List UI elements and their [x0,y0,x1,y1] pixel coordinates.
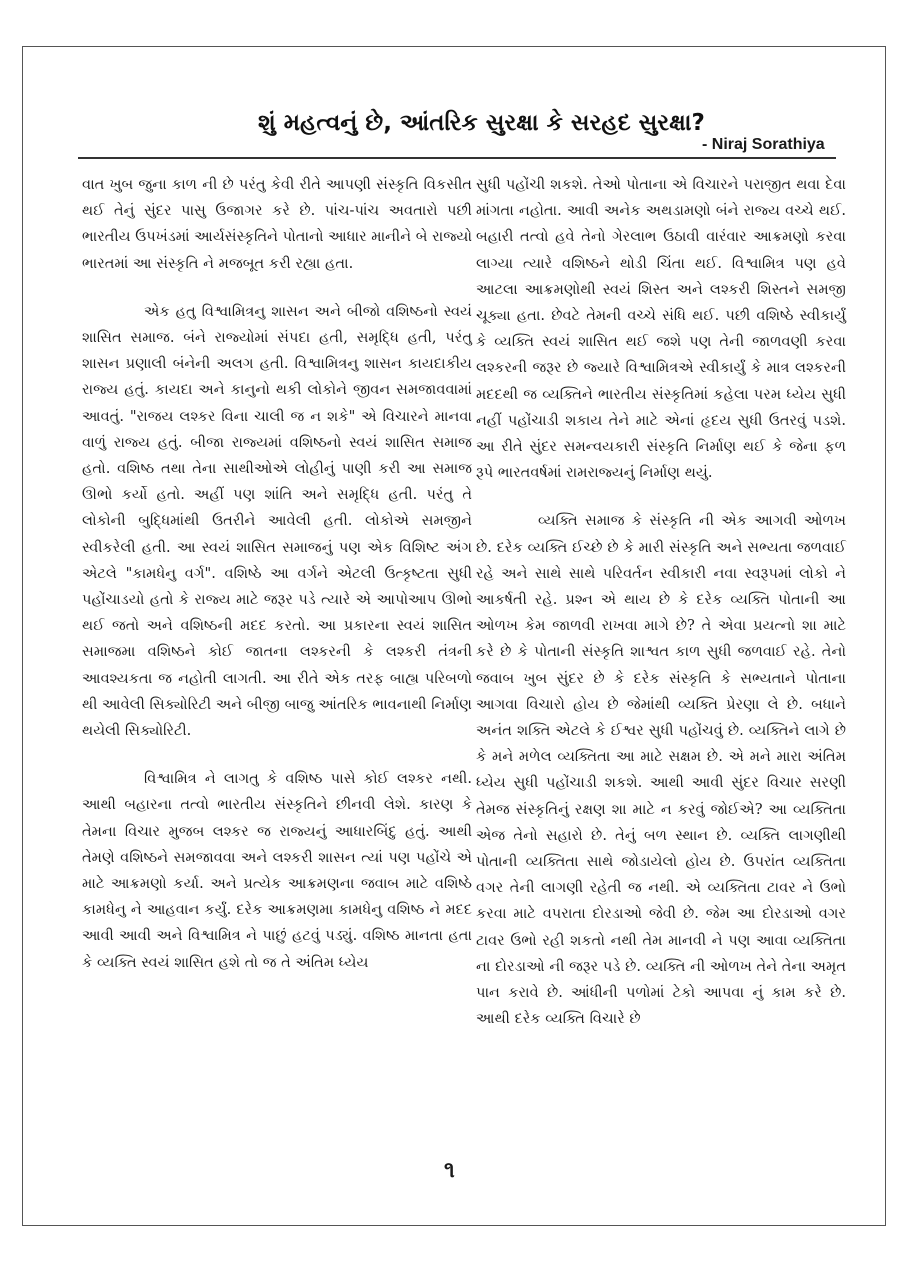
right-paragraph-1: સુધી પહોંચી શકશે. તેઓ પોતાના એ વિચારને પરાજીત થવા દેવા માંગતા નહોતા. આવી અનેક અથડામણો બંને રાજ્ય વચ્ચે થઈ. બહારી તત્વો હવે તેનો ગેરલાભ ઉઠાવી વારંવાર આક્રમણો કરવા લાગ્યા ત્યારે વશિષ્ઠને થોડી ચિંતા થઈ. વિશ્વામિત્ર પણ હવે આટલા આક્રમણોથી સ્વયં શિસ્ત અને લશ્કરી શિસ્તને સમજી ચૂક્યા હતા. છેવટે તેમની વચ્ચે સંધિ થઈ. પછી વશિષ્ઠે સ્વીકાર્યું કે વ્યક્તિ સ્વયં શાસિત થઈ જશે પણ તેની જાળવણી કરવા લશ્કરની જરૂર છે જ્યારે વિશ્વામિત્રએ સ્વીકાર્યું કે માત્ર લશ્કરની મદદથી જ વ્યક્તિને ભારતીય સંસ્કૃતિમાં કહેલા પરમ ધ્યેય સુધી નહીં પહોંચાડી શકાય તેને માટે એનાં હૃદય સુધી ઉતરવું પડશે. આ રીતે સુંદર સમન્વયકારી સંસ્કૃતિ નિર્માણ થઈ કે જેના ફળ રૂપે ભારતવર્ષમાં રામરાજ્યનું નિર્માણ થયું. [476,176,846,482]
left-column [82,172,472,998]
left-paragraph-1: વાત ખુબ જુના કાળ ની છે પરંતુ કેવી રીતે આપણી સંસ્કૃતિ વિકસીત થઈ તેનું સુંદર પાસુ ઉજાગર કરે છે. પાંચ-પાંચ અવતારો પછી ભારતીય ઉપખંડમાં આર્યસંસ્કૃતિને પોતાનો આધાર માનીને બે રાજ્યો ભારતમાં આ સંસ્કૃતિ ને મજબૂત કરી રહ્યા હતા. [82,176,472,272]
article-author: - Niraj Sorathiya [702,136,825,153]
right-column [476,172,846,1055]
left-paragraph-3: વિશ્વામિત્ર ને લાગતુ કે વશિષ્ઠ પાસે કોઈ લશ્કર નથી. આથી બહારના તત્વો ભારતીય સંસ્કૃતિને છીનવી લેશે. કારણ કે તેમના વિચાર મુજબ લશ્કર જ રાજ્યનું આધારબિંદુ હતું. આથી તેમણે વશિષ્ઠને સમજાવવા અને લશ્કરી શાસન ત્યાં પણ પહોંચે એ માટે આક્રમણો કર્યા. અને પ્રત્યેક આક્રમણના જવાબ માટે વશિષ્ઠે કામધેનુ ને આહવાન કર્યું. દરેક આક્રમણમા કામધેનુ વશિષ્ઠ ને મદદ આવી આવી અને વિશ્વામિત્ર ને પાછું હટવું પડ્યું. વશિષ્ઠ માનતા હતા કે વ્યક્તિ સ્વયં શાસિત હશે તો જ તે અંતિમ ધ્યેય [82,770,472,971]
right-paragraph-2: વ્યક્તિ સમાજ કે સંસ્કૃતિ ની એક આગવી ઓળખ છે. દરેક વ્યક્તિ ઈચ્છે છે કે મારી સંસ્કૃતિ અને સભ્યતા જળવાઈ રહે અને સાથે સાથે પરિવર્તન સ્વીકારી નવા સ્વરૂપમાં લોકો ને આકર્ષતી રહે. પ્રશ્ન એ થાય છે કે દરેક વ્યક્તિ પોતાની આ ઓળખ કેમ જાળવી રાખવા માગે છે? તે એવા પ્રયત્નો શા માટે કરે છે કે પોતાની સંસ્કૃતિ શાશ્વત કાળ સુધી જળવાઈ રહે. તેનો જવાબ ખુબ સુંદર છે કે દરેક સંસ્કૃતિ કે સભ્યતાને પોતાના આગવા વિચારો હોય છે જેમાંથી વ્યક્તિ પ્રેરણા લે છે. બધાને અનંત શક્તિ એટલે કે ઈશ્વર સુધી પહોંચવું છે. વ્યક્તિને લાગે છે કે મને મળેલ વ્યક્તિતા આ માટે સક્ષમ છે. એ મને મારા અંતિમ ધ્યેય સુધી પહોંચાડી શકશે. આથી આવી સુંદર વિચાર સરણી તેમજ સંસ્કૃતિનું રક્ષણ શા માટે ન કરવું જોઈએ? આ વ્યક્તિતા એજ તેનો સહારો છે. તેનું બળ સ્થાન છે. વ્યક્તિ લાગણીથી પોતાની વ્યક્તિતા સાથે જોડાયેલો હોય છે. ઉપરાંત વ્યક્તિતા વગર તેની લાગણી રહેતી જ નથી. એ વ્યક્તિતા ટાવર ને ઉભો કરવા માટે વપરાતા દોરડાઓ જેવી છે. જેમ આ દોરડાઓ વગર ટાવર ઉભો રહી શકતો નથી તેમ માનવી ને પણ આવા વ્યક્તિતા ના દોરડાઓ ની જરૂર પડે છે. વ્યક્તિ ની ઓળખ તેને તેના અમૃત પાન કરાવે છે. આંધીની પળોમાં ટેકો આપવા નું કામ કરે છે. આથી દરેક વ્યક્તિ વિચારે છે [476,512,847,1028]
page-number: ૧ [444,1158,455,1183]
title-divider [78,157,836,159]
left-paragraph-2: એક હતુ વિશ્વામિત્રનુ શાસન અને બીજો વશિષ્ઠનો સ્વયં શાસિત સમાજ. બંને રાજ્યોમાં સંપદા હતી, સમૃદ્ધિ હતી, પરંતુ શાસન પ્રણાલી બંનેની અલગ હતી. વિશ્વામિત્રનુ શાસન કાયદાકીય રાજ્ય હતું. કાયદા અને કાનુનો થકી લોકોને જીવન સમજાવવામાં આવતું. "રાજય લશ્કર વિના ચાલી જ ન શકે" એ વિચારને માનવા વાળું રાજ્ય હતું. બીજા રાજ્યમાં વશિષ્ઠનો સ્વયં શાસિત સમાજ હતો. વશિષ્ઠ તથા તેના સાથીઓએ લોહીનું પાણી કરી આ સમાજ ઊભો કર્યો હતો. અહીં પણ શાંતિ અને સમૃદ્ધિ હતી. પરંતુ તે લોકોની બુદ્ધિમાંથી ઉતરીને આવેલી હતી. લોકોએ સમજીને સ્વીકરેલી હતી. આ સ્વયં શાસિત સમાજનું પણ એક વિશિષ્ટ અંગ એટલે "કામધેનુ વર્ગ". વશિષ્ઠે આ વર્ગને એટલી ઉત્કૃષ્ટતા સુધી પહોંચાડયો હતો કે રાજ્ય માટે જરૂર પડે ત્યારે એ આપોઆપ ઊભો થઈ જતો અને વશિષ્ઠની મદદ કરતો. આ પ્રકારના સ્વયં શાસિત સમાજમા વશિષ્ઠને કોઈ જાતના લશ્કરની કે લશ્કરી તંત્રની આવશ્યકતા જ નહોતી લાગતી. આ રીતે એક તરફ બાહ્ય પરિબળો થી આવેલી સિક્યોરિટી અને બીજી બાજુ આંતરિક ભાવનાથી નિર્માણ થયેલી સિક્યોરિટી. [82,302,472,740]
article-title: શું મહત્વનું છે, આંતરિક સુરક્ષા કે સરહદ સુરક્ષા? [258,110,705,136]
